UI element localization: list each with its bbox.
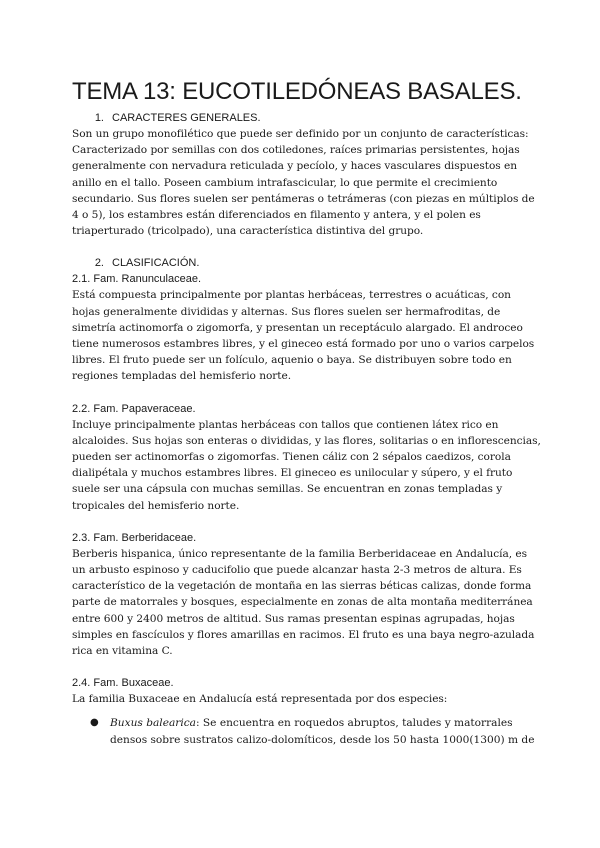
family-paragraph-buxaceae: La familia Buxaceae en Andalucía está representada por dos especies: (72, 693, 448, 706)
family-heading-papaveraceae: 2.2. Fam. Papaveraceae. (72, 402, 196, 415)
family-paragraph-ranunculaceae: Está compuesta principalmente por plantas herbáceas, terrestres o acuáticas, con hojas generalmente divididas y alternas. Sus flores suelen ser hermafroditas, de simetría actinomorfa o zigomorfa, y presentan un receptáculo alargado. El androceo tiene numerosos estambres libres, y el gineceo está formado por uno o varios carpelos libres. El fruto puede ser un folículo, aquenio o baya. Se distribuyen sobre todo en regiones templadas del hemisferio norte. (72, 289, 535, 383)
species-list (72, 715, 542, 747)
section-heading-clasificacion (72, 255, 542, 271)
list-item (72, 715, 542, 747)
section-heading-text: CARACTERES GENERALES. (112, 112, 261, 124)
species-description: : Se encuentra en roquedos abruptos, taludes y matorrales densos sobre sustratos calizo-dolomíticos, desde los 50 hasta 1000(1300) m de (110, 717, 535, 746)
section-heading-caracteres (72, 110, 542, 126)
family-heading-buxaceae: 2.4. Fam. Buxaceae. (72, 677, 174, 690)
family-paragraph-papaveraceae: Incluye principalmente plantas herbáceas con tallos que contienen látex rico en alcaloides. Sus hojas son enteras o divididas, y las flores, solitarias o en inflorescencias, pueden ser actinomorfas o zigomorfas. Tienen cáliz con 2 sépalos caedizos, corola dialipétala y muchos estambres libres. El gineceo es unilocular y súpero, y el fruto suele ser una cápsula con muchas semillas. Se encuentran en zonas templadas y tropicales del hemisferio norte. (72, 418, 541, 512)
section-heading-text: CLASIFICACIÓN. (112, 257, 200, 270)
section-paragraph-caracteres: Son un grupo monofilético que puede ser definido por un conjunto de características: Caracterizado por semillas con dos cotiledones, raíces primarias persistentes, hojas generalmente con nervadura reticulada y pecíolo, y haces vasculares dispuestos en anillo en el tallo. Poseen cambium intrafascicular, lo que permite el crecimiento secundario. Sus flores suelen ser pentámeras o tetrámeras (con piezas en múltiplos de 4 o 5), los estambres están diferenciados en filamento y antera, y el polen es triaperturado (tricolpado), una característica distintiva del grupo. (72, 128, 535, 238)
section-number: 1. (94, 112, 104, 124)
family-heading-ranunculaceae: 2.1. Fam. Ranunculaceae. (72, 273, 202, 286)
family-heading-berberidaceae: 2.3. Fam. Berberidaceae. (72, 531, 197, 544)
page-title: TEMA 13: EUCOTILEDÓNEAS BASALES. (72, 78, 522, 105)
species-name: Buxus balearica (110, 717, 196, 730)
bullet-icon: ● (90, 717, 99, 729)
family-paragraph-berberidaceae: Berberis hispanica, único representante de la familia Berberidaceae en Andalucía, es un arbusto espinoso y caducifolio que puede alcanzar hasta 2-3 metros de altura. Es característico de la vegetación de montaña en las sierras béticas calizas, donde forma parte de matorrales y bosques, especialmente en zonas de alta montaña mediterránea entre 600 y 2400 metros de altitud. Sus ramas presentan espinas agrupadas, hojas simples en fascículos y flores amarillas en racimos. El fruto es una baya negro-azulada rica en vitamina C. (72, 547, 535, 658)
document-page (72, 76, 542, 748)
section-number: 2. (94, 257, 104, 270)
